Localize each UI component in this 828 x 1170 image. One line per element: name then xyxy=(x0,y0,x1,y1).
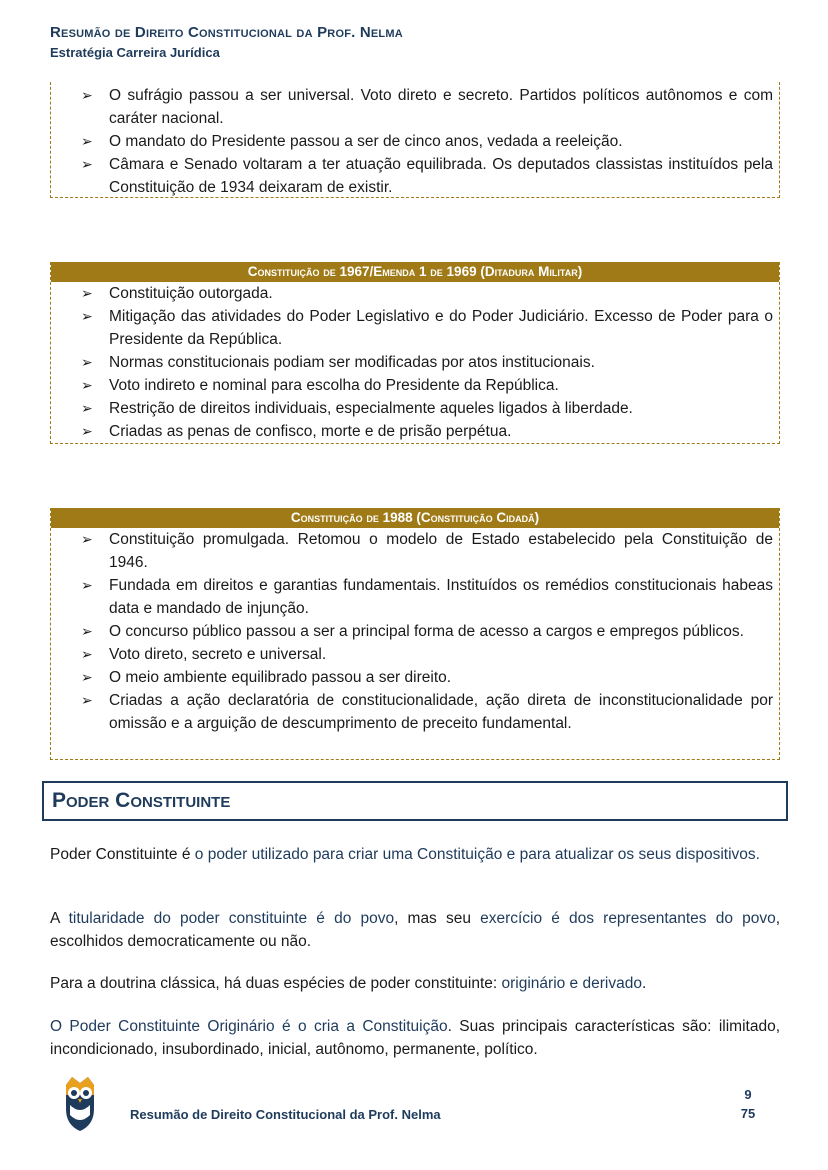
page-total: 75 xyxy=(740,1106,756,1121)
arrow-bullet-icon: ➢ xyxy=(81,87,93,103)
arrow-bullet-icon: ➢ xyxy=(81,669,93,685)
list-item: ➢ Normas constitucionais podiam ser modificadas por atos institucionais. xyxy=(81,351,773,374)
arrow-bullet-icon: ➢ xyxy=(81,692,93,708)
paragraph-originario: O Poder Constituinte Originário é o cria a Constituição. Suas principais características são: ilimitado, incondicionado, insubordinado, inicial, autônomo, permanente, político. xyxy=(50,1018,780,1058)
footer-text: Resumão de Direito Constitucional da Prof. Nelma xyxy=(130,1107,441,1122)
arrow-bullet-icon: ➢ xyxy=(81,133,93,149)
list-item: ➢ O sufrágio passou a ser universal. Voto direto e secreto. Partidos políticos autônomos e com caráter nacional. xyxy=(81,84,773,130)
header-title: Resumão de Direito Constitucional da Prof. Nelma xyxy=(50,24,403,41)
arrow-bullet-icon: ➢ xyxy=(81,377,93,393)
list-item: ➢ Câmara e Senado voltaram a ter atuação equilibrada. Os deputados classistas instituídos pela Constituição de 1934 deixaram de existir. xyxy=(81,153,773,199)
highlight-text: O Poder Constituinte Originário é o cria a Constituição xyxy=(50,1018,448,1035)
list-item: ➢ Criadas a ação declaratória de constitucionalidade, ação direta de inconstitucionalidade por omissão e a arguição de descumprimento de preceito fundamental. xyxy=(81,689,773,735)
list-item: ➢ Mitigação das atividades do Poder Legislativo e do Poder Judiciário. Excesso de Poder para o Presidente da República. xyxy=(81,305,773,351)
box-continued xyxy=(50,82,780,198)
arrow-bullet-icon: ➢ xyxy=(81,577,93,593)
owl-logo-icon xyxy=(62,1075,98,1133)
box-1967 xyxy=(50,262,780,444)
arrow-bullet-icon: ➢ xyxy=(81,623,93,639)
arrow-bullet-icon: ➢ xyxy=(81,400,93,416)
box-heading: Constituição de 1988 (Constituição Cidadã) xyxy=(51,508,779,528)
arrow-bullet-icon: ➢ xyxy=(81,156,93,172)
list-item: ➢ O concurso público passou a ser a principal forma de acesso a cargos e empregos públicos. xyxy=(81,620,773,643)
highlight-text: titularidade do poder constituinte é do povo xyxy=(68,910,395,927)
arrow-bullet-icon: ➢ xyxy=(81,646,93,662)
page-number: 9 xyxy=(744,1087,752,1102)
section-title: Poder Constituinte xyxy=(42,781,788,821)
arrow-bullet-icon: ➢ xyxy=(81,308,93,324)
box-1988 xyxy=(50,508,780,760)
arrow-bullet-icon: ➢ xyxy=(81,531,93,547)
arrow-bullet-icon: ➢ xyxy=(81,423,93,439)
arrow-bullet-icon: ➢ xyxy=(81,285,93,301)
list-item: ➢ O mandato do Presidente passou a ser de cinco anos, vedada a reeleição. xyxy=(81,130,773,153)
paragraph-especies: Para a doutrina clássica, há duas espécies de poder constituinte: originário e derivado. xyxy=(50,975,647,992)
highlight-text: o poder utilizado para criar uma Constituição e para atualizar os seus dispositivos. xyxy=(194,846,760,863)
list-item: ➢ Voto direto, secreto e universal. xyxy=(81,643,773,666)
list-item: ➢ O meio ambiente equilibrado passou a ser direito. xyxy=(81,666,773,689)
list-item: ➢ Criadas as penas de confisco, morte e de prisão perpétua. xyxy=(81,420,773,443)
highlight-text: exercício é dos representantes do povo xyxy=(480,910,776,927)
list-item: ➢ Constituição outorgada. xyxy=(81,282,773,305)
paragraph-definition: Poder Constituinte é o poder utilizado para criar uma Constituição e para atualizar os seus dispositivos. xyxy=(50,846,760,863)
list-item: ➢ Restrição de direitos individuais, especialmente aqueles ligados à liberdade. xyxy=(81,397,773,420)
list-item: ➢ Voto indireto e nominal para escolha do Presidente da República. xyxy=(81,374,773,397)
header-subtitle: Estratégia Carreira Jurídica xyxy=(50,45,220,60)
paragraph-titularidade: A titularidade do poder constituinte é do povo, mas seu exercício é dos representantes do povo, escolhidos democraticamente ou não. xyxy=(50,910,780,950)
list-item: ➢ Constituição promulgada. Retomou o modelo de Estado estabelecido pela Constituição de 1946. xyxy=(81,528,773,574)
box-heading: Constituição de 1967/Emenda 1 de 1969 (Ditadura Militar) xyxy=(51,262,779,282)
highlight-text: originário e derivado xyxy=(501,975,642,992)
list-item: ➢ Fundada em direitos e garantias fundamentais. Instituídos os remédios constitucionais habeas data e mandado de injunção. xyxy=(81,574,773,620)
arrow-bullet-icon: ➢ xyxy=(81,354,93,370)
